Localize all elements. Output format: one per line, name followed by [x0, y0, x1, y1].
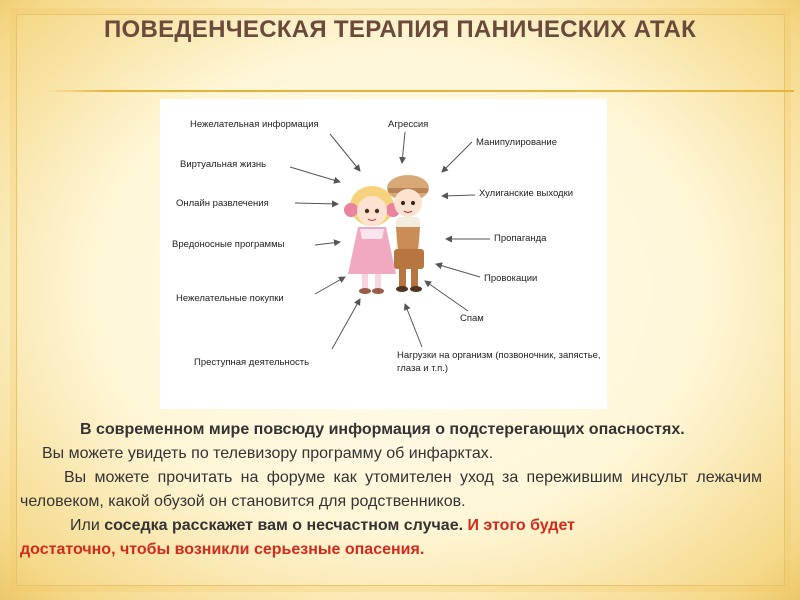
label-aggression: Агрессия — [388, 119, 429, 130]
paragraph-4-end-text: достаточно, чтобы возникли серьезные опасения. — [20, 541, 425, 558]
arrow-spam — [425, 281, 468, 311]
paragraph-1 — [20, 418, 762, 442]
title-divider — [46, 90, 794, 92]
paragraph-4-end — [20, 538, 762, 562]
label-spam: Спам — [460, 313, 484, 324]
two-children-figure-icon — [344, 175, 429, 294]
arrow-unwanted-info — [330, 134, 360, 171]
boy-figure — [387, 175, 429, 292]
label-criminal-activity: Преступная деятельность — [194, 357, 310, 368]
label-unwanted-info: Нежелательная информация — [190, 119, 319, 130]
arrow-virtual-life — [290, 167, 340, 182]
body-text — [20, 418, 762, 562]
paragraph-2 — [20, 442, 762, 466]
paragraph-3-text: Вы можете прочитать на форуме как утомителен уход за пережившим инсульт лежачим человеком, какой обузой он становится для родственников. — [20, 469, 762, 510]
arrow-aggression — [402, 132, 405, 163]
arrow-hooliganism — [442, 195, 475, 196]
label-virtual-life: Виртуальная жизнь — [180, 159, 267, 170]
girl-figure — [344, 186, 400, 294]
arrow-body-strain — [405, 304, 422, 347]
paragraph-3 — [20, 466, 762, 514]
label-manipulation: Манипулирование — [476, 137, 558, 148]
label-hooliganism: Хулиганские выходки — [479, 188, 574, 199]
label-unwanted-purchases: Нежелательные покупки — [176, 293, 284, 304]
paragraph-1-text: В современном мире повсюду информация о подстерегающих опасностях. — [80, 421, 685, 438]
arrow-malware — [315, 242, 340, 245]
dangers-diagram — [160, 99, 607, 409]
label-online-entertainment: Онлайн развлечения — [176, 198, 269, 209]
arrow-provocations — [436, 264, 480, 277]
label-provocations: Провокации — [484, 273, 538, 284]
label-propaganda: Пропаганда — [494, 233, 547, 244]
paragraph-4-bold: соседка расскажет вам о несчастном случае. — [104, 517, 464, 534]
slide-title: ПОВЕДЕНЧЕСКАЯ ТЕРАПИЯ ПАНИЧЕСКИХ АТАК — [103, 16, 697, 43]
paragraph-4-start: Или — [70, 517, 105, 534]
paragraph-4 — [20, 514, 762, 538]
paragraph-2-text: Вы можете увидеть по телевизору программу об инфарктах. — [42, 445, 494, 462]
arrow-manipulation — [442, 142, 472, 172]
arrow-online-entertainment — [295, 203, 338, 204]
label-body-strain: Нагрузки на организм (позвоночник, запястье, глаза и т.п.) — [397, 350, 601, 374]
arrow-unwanted-purchases — [315, 277, 345, 294]
paragraph-4-red: И этого будет — [463, 517, 575, 534]
arrow-criminal — [332, 299, 360, 349]
label-malware: Вредоносные программы — [172, 239, 285, 250]
